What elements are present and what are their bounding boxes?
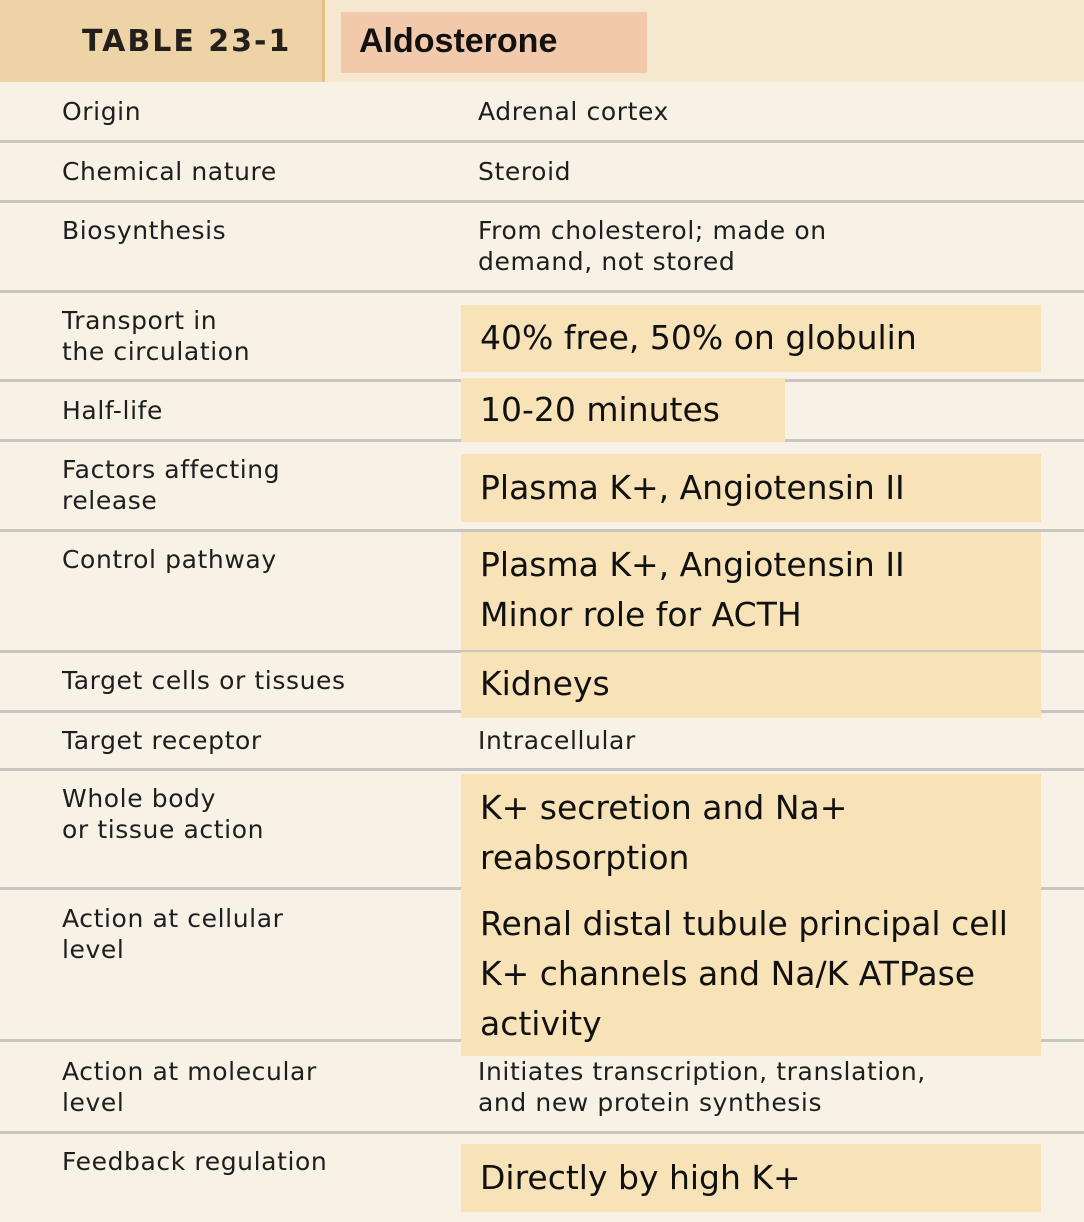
row-value: Initiates transcription, translation, and new protein synthesis [478,1057,926,1117]
row-value: Plasma K+, Angiotensin II Minor role for ACTH [480,545,905,634]
table-row-control-pathway [0,532,1084,653]
row-value: Plasma K+, Angiotensin II [480,468,905,507]
row-label: Control pathway [62,545,277,574]
table-row-cellular-action [0,890,1084,1042]
row-value: Steroid [478,157,572,186]
table-row-origin [0,82,1084,143]
table-row-target-receptor [0,713,1084,771]
row-label: Action at cellular level [62,904,284,964]
row-value: 10-20 minutes [480,390,720,429]
value-highlight [461,890,1041,1056]
value-highlight [461,652,1041,718]
row-label: Transport in the circulation [62,306,251,366]
table-title: Aldosterone [359,22,558,60]
row-label: Whole body or tissue action [62,784,265,844]
table-row-feedback-regulation [0,1134,1084,1222]
value-highlight [461,1144,1041,1212]
row-label: Target cells or tissues [62,666,346,695]
table-row-chemical-nature [0,143,1084,203]
table-row-half-life [0,382,1084,442]
table-row-transport [0,293,1084,382]
row-value: Renal distal tubule principal cell K+ channels and Na/K ATPase activity [480,904,1008,1043]
value-highlight [461,532,1041,650]
row-value: Kidneys [480,664,610,703]
row-value: Intracellular [478,726,636,755]
row-value: 40% free, 50% on globulin [480,318,917,357]
table-row-molecular-action [0,1042,1084,1134]
table-row-target-cells [0,653,1084,713]
row-label: Half-life [62,396,163,425]
row-value: K+ secretion and Na+ reabsorption [480,788,848,877]
table-header [0,0,1084,82]
table-row-whole-body-action [0,771,1084,890]
value-highlight [461,378,785,442]
row-label: Biosynthesis [62,216,227,245]
row-label: Feedback regulation [62,1147,328,1176]
row-label: Factors affecting release [62,455,281,515]
value-highlight [461,454,1041,522]
row-value: Directly by high K+ [480,1158,801,1197]
value-highlight [461,774,1041,890]
row-label: Target receptor [62,726,262,755]
row-label: Action at molecular level [62,1057,317,1117]
row-value: From cholesterol; made on demand, not stored [478,216,827,276]
table-row-factors-affecting-release [0,442,1084,532]
row-label: Origin [62,97,142,126]
row-label: Chemical nature [62,157,277,186]
row-value: Adrenal cortex [478,97,669,126]
value-highlight [461,305,1041,372]
title-highlight [341,12,647,73]
table-row-biosynthesis [0,203,1084,293]
table-number-band [0,0,325,82]
table-number: TABLE 23-1 [82,24,292,59]
